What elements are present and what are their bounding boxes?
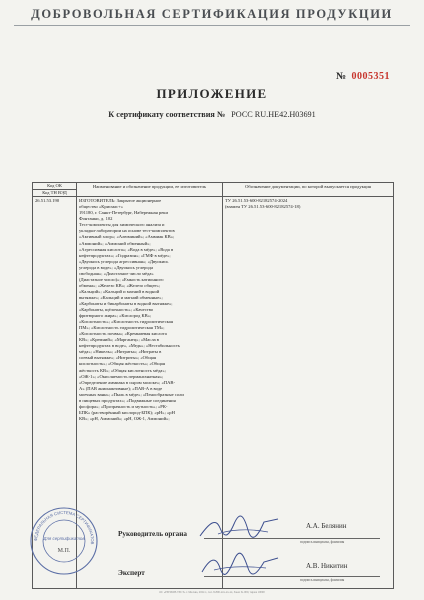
product-name-line: «ОЖ-1»; «Окисляемость перманганатная»; (79, 373, 164, 379)
product-name-line: «Карбонаты и бикарбонаты в водной вытяжке»; (79, 300, 173, 306)
product-name-line: фритюрного жира»; «Кислород КВ»; (79, 313, 152, 319)
product-name-line: «Определение аммиака в сыром молоке»; «ПАВ- (79, 379, 175, 385)
expert-caption: подпись инициалы, фамилия (300, 578, 345, 582)
expert-signature-line (204, 576, 380, 577)
product-name-line: ИЗГОТОВИТЕЛЬ: Закрытое акционерное (79, 198, 162, 204)
head-name: А.А. Белянин (306, 522, 347, 530)
number-prefix: № (335, 71, 346, 82)
certificate-label: К сертификату соответствия № (108, 110, 226, 119)
product-name-line: нефтепродуктах»; «Гидразин»; «ГМФ в мёде»; (79, 252, 171, 258)
product-name-line: «Кальций»; «Кальций и магний в водной (79, 288, 160, 294)
product-name-line: ПМ»; «Кислотность гидролитическая ТМ»; (79, 325, 165, 331)
header-code-tnved: Код ТН ВЭД (42, 189, 67, 195)
product-name-line: в пищевых продуктах»; «Подвижные соединения (79, 397, 176, 403)
product-name-line: углерода в воде»; «Двуокись углерода (79, 264, 153, 270)
table-header-row (33, 183, 394, 197)
print-footer: ОС «РЕГИОН-ТЕСТ» г. Москва, 2024 г., тел. 8-800-xxx-xx-xx, Заказ № 000, тираж 10000 (159, 591, 265, 594)
product-name-line: «Двуокись углерода агрессивная»; «Двуокись (79, 258, 169, 264)
product-name-line: «Карбонаты, щёлочность»; «Качество (79, 307, 154, 313)
product-name-line: (Диастазное число)»; «Емкость катионного (79, 276, 164, 282)
expert-name: А.В. Никитин (306, 562, 348, 570)
document-header: ДОБРОВОЛЬНАЯ СЕРТИФИКАЦИЯ ПРОДУКЦИИ (0, 0, 424, 28)
page-title: ПРИЛОЖЕНИЕ (156, 86, 268, 101)
official-stamp (28, 505, 100, 577)
certificate-reference (0, 110, 424, 119)
product-name-line: А» (ПАВ анионактивные); «ПАВ-А в воде (79, 385, 163, 391)
header-product-name: Наименование и обозначение продукции, ее изготовитель (77, 183, 223, 197)
product-name-line: укладки-лаборатории на основе тест-комплектов (79, 228, 175, 234)
documentation-line: ТУ 26.51.53-600-82182574-2024 (225, 198, 288, 204)
product-name-line: мёда»; «Никель»; «Нитраты»; «Нитраты в (79, 349, 162, 355)
product-name-line: Фонтанки, д. 102 (79, 216, 113, 222)
product-name-line: «Кислотность почвы»; «Кремниевая кислота (79, 331, 167, 337)
product-name-line: вытяжке»; «Кальций и магний обменные»; (79, 294, 163, 300)
number-value: 0005351 (351, 71, 390, 82)
product-name-line: «Кислотность»; «Кислотность гидролитическая (79, 319, 173, 325)
product-name-line: КВ»; «рН, Аммоний»; «рН, ОЖ-1, Аммоний»; (79, 415, 170, 421)
product-name-line: Тест-комплекты для химического анализа и (79, 222, 165, 228)
product-name-line: соевый вытяжке»; «Нитриты»; «Общая (79, 355, 157, 361)
documentation-line: (взамен ТУ 26.51.53-600-82182574-18) (225, 204, 301, 210)
product-name-line: КВ»; «Кремний»; «Марганец»; «Масла в (79, 337, 159, 343)
header-documentation: Обозначение документации, по которой выпускается продукция (223, 183, 394, 197)
stamp-center-text: Для сертификатов (43, 536, 85, 541)
product-name-line: общество «Крисмас+» (79, 204, 123, 210)
code-ok-value: 26.51.53.190 (35, 198, 60, 204)
product-name-line: моечных ванн»; «Пыль в мёде»; «Пенообразные соли (79, 391, 184, 397)
certificate-number: РОСС RU.НЕ42.Н03691 (231, 110, 316, 119)
head-signature-line (204, 538, 380, 539)
stamp-mark: М.П. (57, 548, 71, 554)
product-name-line: обмена»; «Железо КВ»; «Железо общее»; (79, 282, 161, 288)
head-caption: подпись инициалы, фамилия (300, 540, 345, 544)
product-name-line: фосфора»; «Прозрачность и мутность»; «РК- (79, 403, 168, 409)
header-code-ok: Код ОК (33, 183, 76, 190)
form-number (336, 71, 390, 82)
head-label: Руководитель органа (118, 530, 187, 538)
expert-signature (200, 552, 280, 578)
product-name-line: нефтепродуктах в воде», «Медь»; «Нестабильность (79, 343, 180, 349)
product-name-line: БПК» (растворённый кислород-БПК); «рН»; «рН (79, 409, 175, 415)
stamp-ring-text: ФЕДЕРАЛЬНАЯ СИСТЕМА СЕРТИФИКАТОВ (32, 509, 96, 545)
product-name-line: «Агрессивная кислота»; «Вода в мёде»; «Вода в (79, 246, 174, 252)
expert-label: Эксперт (118, 569, 145, 577)
product-name-line: «Активный хлор»; «Алюминий»; «Аммиак КВ»; (79, 234, 175, 240)
product-name-line: кислотность»; «Общая жёсткость»; «Общая (79, 361, 165, 367)
product-name-line: жёсткость КВ»; «Общая кислотность мёда»; (79, 367, 166, 373)
product-name-line: свободная»; «Диастазное число мёда» (79, 270, 154, 276)
header-codes (33, 183, 77, 197)
product-name-line: 191180, г. Санкт-Петербург, Набережная реки (79, 210, 168, 216)
product-name-line: «Аммоний»; «Аммоний обменный»; (79, 240, 151, 246)
